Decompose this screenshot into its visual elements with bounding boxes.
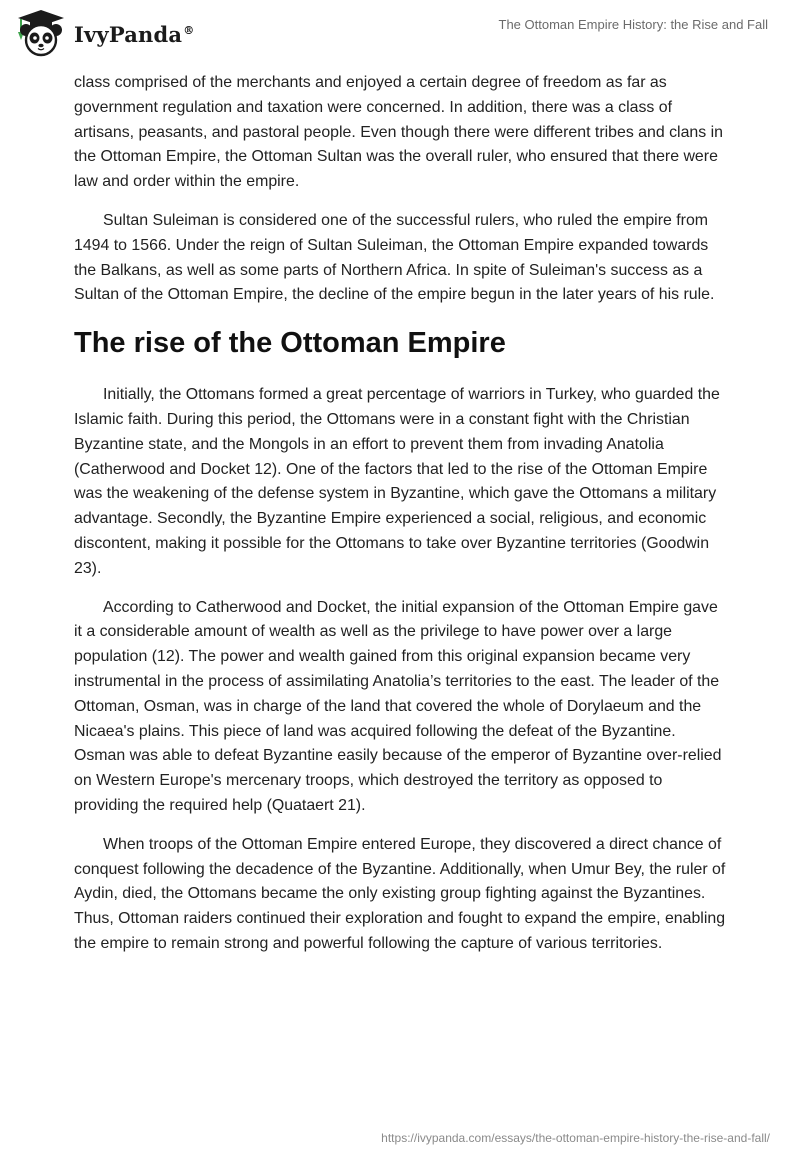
paragraph-1: class comprised of the merchants and enjoyed a certain degree of freedom as far as government regulation and taxation were concerned. In addition, there was a class of artisans, peasants, and pastoral people. Even though there were different tribes and clans in the Ottoman Empire, the Ottoman Sultan was the overall ruler, who ensured that there were law and order within the empire. bbox=[74, 74, 723, 191]
page-header bbox=[0, 0, 800, 70]
brand-logo[interactable] bbox=[14, 8, 194, 58]
paragraph-5: When troops of the Ottoman Empire entered Europe, they discovered a direct chance of conquest following the decadence of the Byzantine. Additionally, when Umur Bey, the ruler of Aydin, died, the Ottomans became the only existing group fighting against the Byzantines. Thus, Ottoman raiders continued their exploration and fought to expand the empire, enabling the empire to remain strong and powerful following the capture of various territories. bbox=[74, 835, 726, 952]
paragraph-2: Sultan Suleiman is considered one of the successful rulers, who ruled the empire from 1494 to 1566. Under the reign of Sultan Suleiman, the Ottoman Empire expanded towards the Balkans, as well as some parts of Northern Africa. In spite of Suleiman's success as a Sultan of the Ottoman Empire, the decline of the empire begun in the later years of his rule. bbox=[74, 211, 715, 304]
section-heading: The rise of the Ottoman Empire bbox=[74, 327, 506, 360]
brand-name: IvyPanda® bbox=[74, 21, 195, 47]
panda-graduation-cap-icon bbox=[14, 8, 68, 58]
registered-mark: ® bbox=[183, 23, 195, 37]
paragraph-3: Initially, the Ottomans formed a great percentage of warriors in Turkey, who guarded the Islamic faith. During this period, the Ottomans were in a constant fight with the Christian Byzantine state, and the Mongols in an effort to prevent them from invading Anatolia (Catherwood and Docket 12). One of the factors that led to the rise of the Ottoman Empire was the weakening of the defense system in Byzantine, which gave the Ottomans a military advantage. Secondly, the Byzantine Empire experienced a social, religious, and economic discontent, making it possible for the Ottomans to take over Byzantine territories (Goodwin 23). bbox=[74, 386, 720, 577]
document-title: The Ottoman Empire History: the Rise and Fall bbox=[498, 17, 768, 32]
essay-body bbox=[74, 71, 730, 971]
source-url[interactable]: https://ivypanda.com/essays/the-ottoman-empire-history-the-rise-and-fall/ bbox=[381, 1131, 770, 1145]
paragraph-4: According to Catherwood and Docket, the initial expansion of the Ottoman Empire gave it a considerable amount of wealth as well as the privilege to have power over a large population (12). The power and wealth gained from this original expansion became very instrumental in the process of assimilating Anatolia’s territories to the east. The leader of the Ottoman, Osman, was in charge of the land that covered the whole of Dorylaeum and the Nicaea's plains. This piece of land was acquired following the defeat of the Byzantine. Osman was able to defeat Byzantine easily because of the emperor of Byzantine over-relied on Western Europe's mercenary troops, which destroyed the territory as opposed to providing the required help (Quataert 21). bbox=[74, 598, 722, 814]
